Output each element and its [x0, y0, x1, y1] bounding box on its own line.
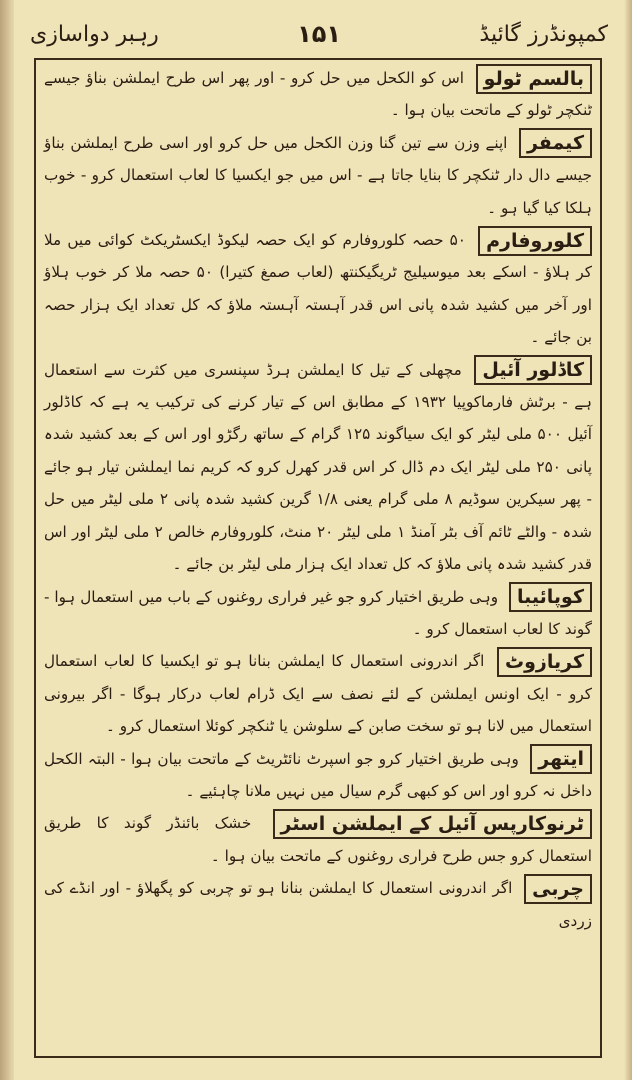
entry-text: اگر اندرونی استعمال کا ایملشن بنانا ہو تو چربی کو پگھلاؤ - اور انڈے کی زردی: [44, 879, 592, 930]
entry-heading: کوپائیبا: [509, 582, 592, 612]
entry-text: اگر اندرونی استعمال کا ایملشن بنانا ہو تو ایکسیا کا لعاب استعمال کرو - ایک اونس ایملشن کے لئے نصف سے ایک ڈرام لعاب درکار ہوگا - اگر بیرونی استعمال میں لانا ہو تو سخت صابن کے سلوشن یا ٹنکچر کوئلا استعمال کرو ۔: [44, 652, 592, 736]
entry-text: وہی طریق اختیار کرو جو غیر فراری روغنوں کے باب میں استعمال ہوا - گوند کا لعاب استعمال کرو ۔: [44, 587, 592, 638]
entry-heading: چربی: [524, 874, 592, 904]
entry-heading: کاڈلور آئیل: [474, 355, 592, 385]
entry-heading: بالسم ٹولو: [476, 64, 592, 94]
entry-creosote: [40, 645, 596, 742]
entry-cod-liver-oil: [40, 354, 596, 581]
entry-heading: کریازوٹ: [497, 647, 592, 677]
section-title: رہبر دواسازی: [30, 21, 159, 47]
entry-chloroform: [40, 224, 596, 354]
entry-heading: ایتھر: [530, 744, 592, 774]
entry-heading: کیمفر: [519, 128, 592, 158]
book-title: کمپونڈرز گائیڈ: [479, 21, 608, 47]
entry-balsam-tolu: [40, 62, 596, 127]
page-number: ۱۵۱: [297, 20, 342, 48]
entry-text: مچھلی کے تیل کا ایملشن ہرڈ سپنسری میں کثرت سے استعمال ہے - برٹش فارماکوپیا ۱۹۳۲ کے مطابق اس کے تیار کرنے کی ترکیب یہ ہے کہ کاڈلور آئیل ۵۰۰ ملی لیٹر کو ایک سیاگوند ۱۲۵ گرام کے ساتھ رگڑو اور اس کے بعد کشید شدہ پانی ۲۵۰ ملی لیٹر ایک دم ڈال کر اس قدر کھرل کرو کہ کریم نما ایملشن تیار ہو جائے - پھر سیکرین سوڈیم ۸ ملی گرام یعنی ۱/۸ گرین کشید شدہ پانی ۲ ملی لیٹر میں حل شدہ - والٹے ٹائم آف بٹر آمنڈ ۱ ملی لیٹر ۲۰ منٹ، کلوروفارم خالص ۲ ملی لیٹر اور اس قدر کشید شدہ پانی ملاؤ کہ کل تعداد ایک ہزار ملی لیٹر بن جائے ۔: [44, 360, 592, 574]
entry-text: خشک بائنڈر گوند کا طریق استعمال کرو جس طرح فراری روغنوں کے ماتحت بیان ہوا ۔: [44, 814, 592, 865]
page-header: [30, 14, 608, 54]
entry-ether: [40, 743, 596, 808]
entry-hydnocarpus-oil: [40, 807, 596, 872]
entry-heading: ٹرنوکارپس آئیل کے ایملشن اسٹر: [273, 809, 592, 839]
page-edge-right: [624, 0, 632, 1080]
entry-text: وہی طریق اختیار کرو جو اسپرٹ نائٹریٹ کے ماتحت بیان ہوا - البتہ الکحل داخل نہ کرو اور اس کو کبھی گرم سیال میں نہیں ملانا چاہئیے ۔: [44, 749, 592, 800]
entry-copaiba: [40, 581, 596, 646]
entry-heading: کلوروفارم: [478, 226, 592, 256]
entry-text: اس کو الکحل میں حل کرو - اور پھر اس طرح ایملشن بناؤ جیسے ٹنکچر ٹولو کے ماتحت بیان ہوا ۔: [44, 69, 592, 120]
entry-camphor: [40, 127, 596, 224]
page-body: [40, 62, 596, 1056]
entry-fat: [40, 872, 596, 937]
page-edge-shadow: [0, 0, 14, 1080]
entry-text: اپنے وزن سے تین گنا وزن الکحل میں حل کرو اور اسی طرح ایملشن بناؤ جیسے دال دار ٹنکچر کا بنایا جاتا ہے - اس میں جو ایکسیا کا لعاب استعمال کرو - خوب ہلکا کیا گیا ہو ۔: [44, 133, 592, 217]
entry-text: ۵۰ حصہ کلوروفارم کو ایک حصہ لیکوڈ ایکسٹریکٹ کوائی میں ملا کر ہلاؤ - اسکے بعد میوسیلیج ٹریگیکنتھ (لعاب صمغ کتیرا) ۵۰ حصہ ملا کر خوب ہلاؤ اور آخر میں کشید شدہ پانی اس قدر آہستہ آہستہ ملاؤ کہ کل تعداد ایک ہزار حصہ بن جائے ۔: [44, 231, 592, 347]
